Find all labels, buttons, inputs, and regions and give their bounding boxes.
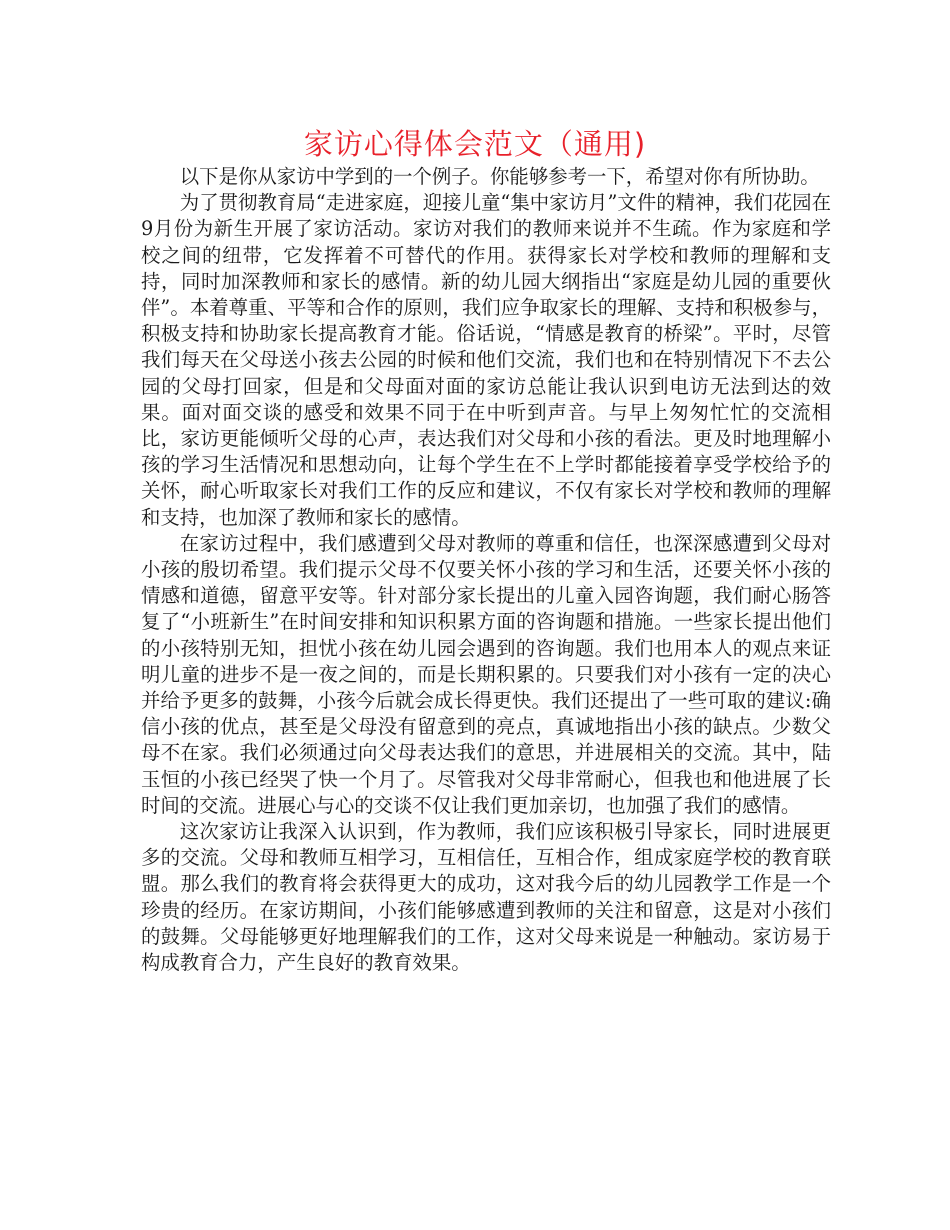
paragraph-process: 在家访过程中，我们感遭到父母对教师的尊重和信任，也深深感遭到父母对小孩的殷切希望。我们提示父母不仅要关怀小孩的学习和生活，还要关怀小孩的情感和道德，留意平安等。针对部分家长提出的儿童入园咨询题，我们耐心肠答复了“小班新生”在时间安排和知识积累方面的咨询题和措施。一些家长提出他们的小孩特别无知，担忧小孩在幼儿园会遇到的咨询题。我们也用本人的观点来证明儿童的进步不是一夜之间的，而是长期积累的。只要我们对小孩有一定的决心并给予更多的鼓舞，小孩今后就会成长得更快。我们还提出了一些可取的建议:确信小孩的优点，甚至是父母没有留意到的亮点，真诚地指出小孩的缺点。少数父母不在家。我们必须通过向父母表达我们的意思，并进展相关的交流。其中，陆玉恒的小孩已经哭了快一个月了。尽管我对父母非常耐心，但我也和他进展了长时间的交流。进展心与心的交谈不仅让我们更加亲切，也加强了我们的感情。 [141,531,831,817]
paragraph-intro: 以下是你从家访中学到的一个例子。你能够参考一下，希望对你有所协助。 [179,165,820,188]
document-body [141,164,831,976]
paragraph-conclusion: 这次家访让我深入认识到，作为教师，我们应该积极引导家长，同时进展更多的交流。父母和教师互相学习，互相信任，互相合作，组成家庭学校的教育联盟。那么我们的教育将会获得更大的成功，这对我今后的幼儿园教学工作是一个珍贵的经历。在家访期间，小孩们能够感遭到教师的关注和留意，这是对小孩们的鼓舞。父母能够更好地理解我们的工作，这对父母来说是一种触动。家访易于构成教育合力，产生良好的教育效果。 [141,820,831,975]
paragraph-purpose: 为了贯彻教育局“走进家庭，迎接儿童“集中家访月”文件的精神，我们花园在9月份为新生开展了家访活动。家访对我们的教师来说并不生疏。作为家庭和学校之间的纽带，它发挥着不可替代的作用。获得家长对学校和教师的理解和支持，同时加深教师和家长的感情。新的幼儿园大纲指出“家庭是幼儿园的重要伙伴”。本着尊重、平等和合作的原则，我们应争取家长的理解、支持和积极参与，积极支持和协助家长提高教育才能。俗话说，“情感是教育的桥梁”。平时，尽管我们每天在父母送小孩去公园的时候和他们交流，我们也和在特别情况下不去公园的父母打回家，但是和父母面对面的家访总能让我认识到电访无法到达的效果。面对面交谈的感受和效果不同于在中听到声音。与早上匆匆忙忙的交流相比，家访更能倾听父母的心声，表达我们对父母和小孩的看法。更及时地理解小孩的学习生活情况和思想动向，让每个学生在不上学时都能接着享受学校给予的关怀，耐心听取家长对我们工作的反应和建议，不仅有家长对学校和教师的理解和支持，也加深了教师和家长的感情。 [141,191,831,529]
document-title: 家访心得体会范文（通用) [303,127,647,161]
